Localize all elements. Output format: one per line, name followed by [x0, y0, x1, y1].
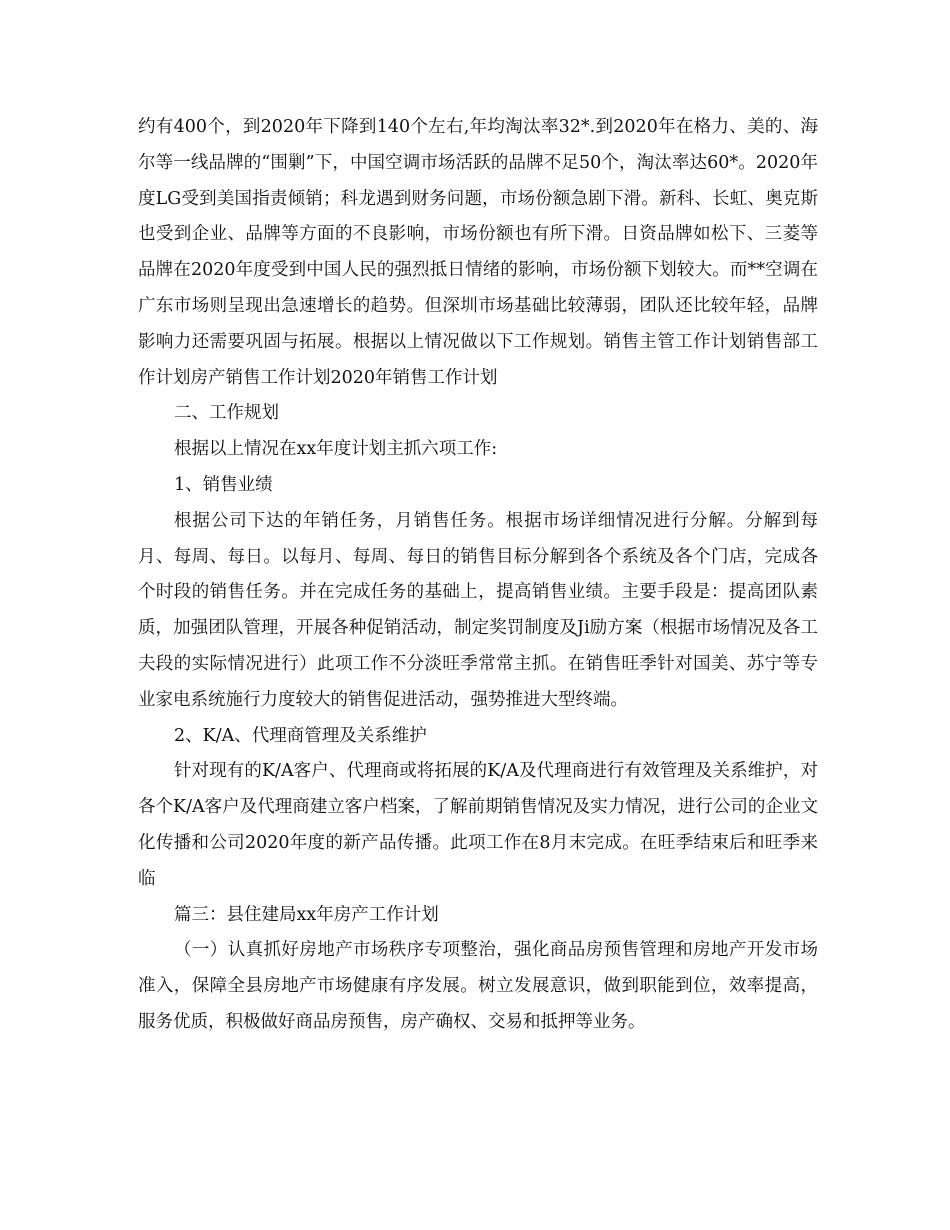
- heading-ka-agent-management: 2、K/A、代理商管理及关系维护: [174, 725, 427, 746]
- paragraph-real-estate-rectification: （一）认真抓好房地产市场秩序专项整治，强化商品房预售管理和房地产开发市场准入，保障全县房地产市场健康有序发展。树立发展意识，做到职能到位，效率提高，服务优质，积极做好商品房预售，房产确权、交易和抵押等业务。: [138, 940, 818, 1032]
- paragraph-market-overview: 约有400个，到2020年下降到140个左右,年均淘汰率32*.到2020年在格力、美的、海尔等一线品牌的“围剿”下，中国空调市场活跃的品牌不足50个，淘汰率达60*。2020年度LG受到美国指责倾销；科龙遇到财务问题，市场份额急剧下滑。新科、长虹、奥克斯也受到企业、品牌等方面的不良影响，市场份额也有所下滑。日资品牌如松下、三菱等品牌在2020年度受到中国人民的强烈抵日情绪的影响，市场份额下划较大。而**空调在广东市场则呈现出急速增长的趋势。但深圳市场基础比较薄弱，团队还比较年轻，品牌影响力还需要巩固与拓展。根据以上情况做以下工作规划。销售主管工作计划销售部工作计划房产销售工作计划2020年销售工作计划: [138, 117, 818, 388]
- heading-work-plan: 二、工作规划: [174, 403, 279, 424]
- heading-sales-performance: 1、销售业绩: [174, 474, 273, 495]
- paragraph-six-tasks: 根据以上情况在xx年度计划主抓六项工作:: [174, 439, 498, 460]
- paragraph-ka-agent-management: 针对现有的K/A客户、代理商或将拓展的K/A及代理商进行有效管理及关系维护，对各个K/A客户及代理商建立客户档案，了解前期销售情况及实力情况，进行公司的企业文化传播和公司2020年度的新产品传播。此项工作在8月末完成。在旺季结束后和旺季来临: [138, 761, 818, 889]
- heading-chapter-three: 篇三：县住建局xx年房产工作计划: [174, 904, 439, 925]
- paragraph-sales-performance: 根据公司下达的年销任务，月销售任务。根据市场详细情况进行分解。分解到每月、每周、每日。以每月、每周、每日的销售目标分解到各个系统及各个门店，完成各个时段的销售任务。并在完成任务的基础上，提高销售业绩。主要手段是：提高团队素质，加强团队管理，开展各种促销活动，制定奖罚制度及Ji励方案（根据市场情况及各工夫段的实际情况进行）此项工作不分淡旺季常常主抓。在销售旺季针对国美、苏宁等专业家电系统施行力度较大的销售促进活动，强势推进大型终端。: [138, 510, 818, 710]
- document-body: [138, 110, 818, 1041]
